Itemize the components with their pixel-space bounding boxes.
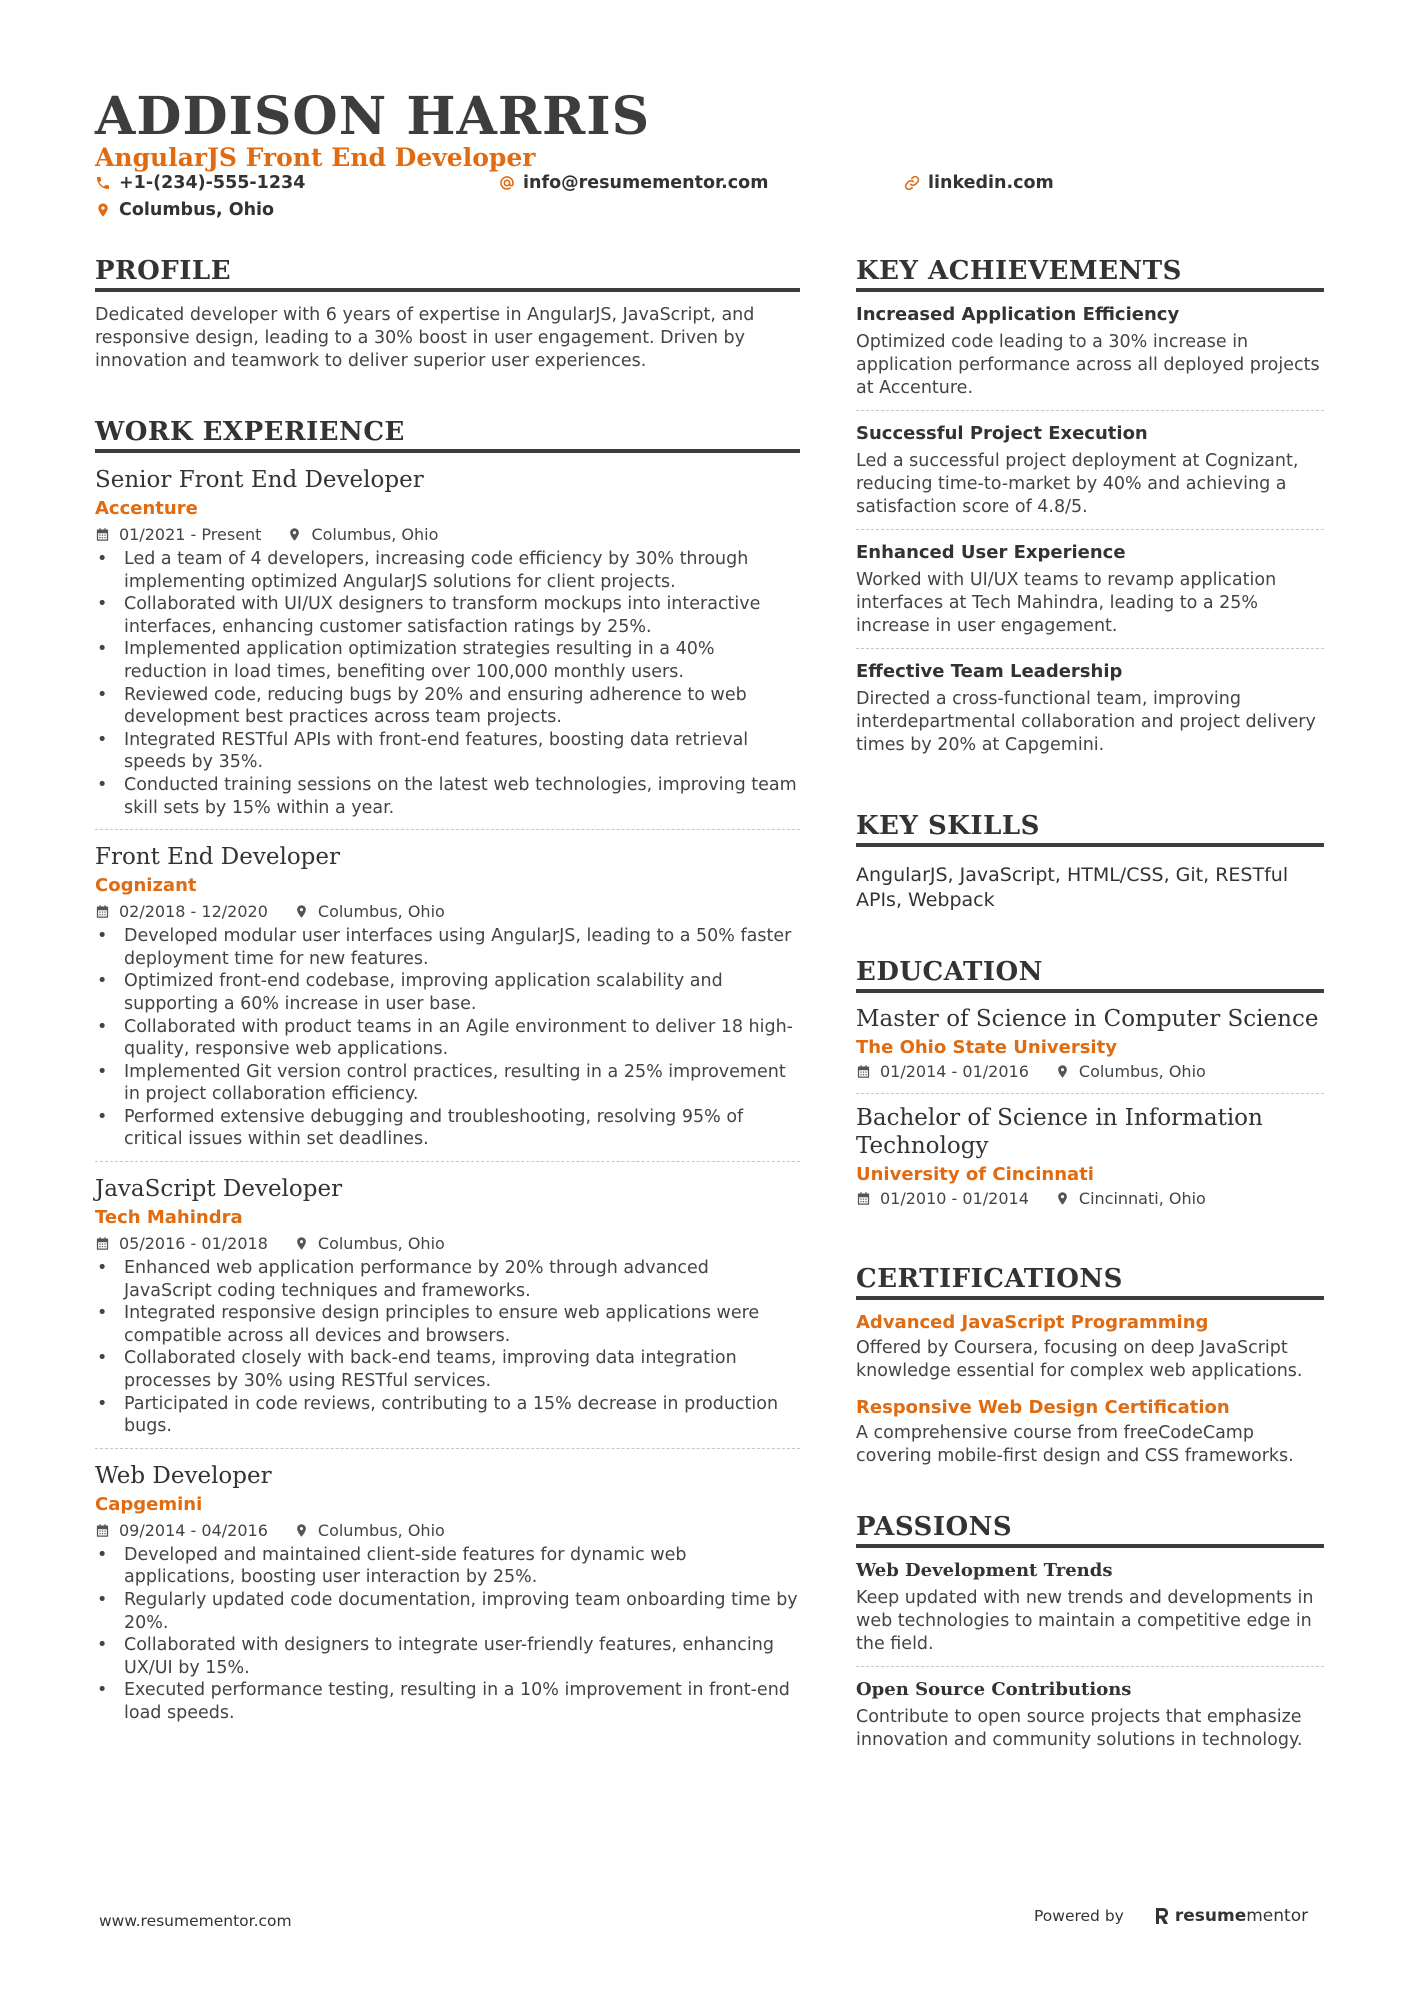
certification-text: A comprehensive course from freeCodeCamp covering mobile-first design and CSS frameworks.: [856, 1423, 1294, 1466]
job-entry: [95, 465, 800, 830]
date-range: 09/2014 - 04/2016: [119, 1520, 268, 1540]
profile-heading: PROFILE: [95, 256, 800, 292]
phone-text: +1-(234)-555-1234: [119, 173, 306, 193]
achievement-text: Worked with UI/UX teams to revamp application interfaces at Tech Mahindra, leading to a 25% increase in user engagement.: [856, 570, 1277, 636]
bullet-item: • Collaborated with UI/UX designers to transform mockups into interactive interfaces, enhancing customer satisfaction ratings by 25%.: [95, 593, 800, 638]
bullet-item: • Collaborated with product teams in an Agile environment to deliver 18 high-quality, responsive web applications.: [95, 1016, 800, 1061]
achievement-text: Optimized code leading to a 30% increase in application performance across all deployed projects at Accenture.: [856, 332, 1320, 398]
calendar-icon: [95, 1523, 110, 1538]
education-heading: EDUCATION: [856, 957, 1324, 993]
candidate-name: ADDISON HARRIS: [95, 86, 651, 147]
location: Cincinnati, Ohio: [1078, 1189, 1206, 1208]
date-location-row: [95, 902, 800, 921]
location: Columbus, Ohio: [317, 902, 445, 922]
job-role: Web Developer: [95, 1462, 272, 1489]
passion-item: [856, 1560, 1324, 1667]
date-location-row: [95, 525, 800, 544]
achievement-title: Enhanced User Experience: [856, 542, 1126, 563]
job-bullets: [95, 1257, 800, 1438]
left-column: [95, 256, 800, 1779]
contact-location: [95, 200, 274, 220]
job-bullets: [95, 1544, 800, 1725]
bullet-item: • Implemented application optimization strategies resulting in a 40% reduction in load times, benefiting over 100,000 monthly users.: [95, 638, 800, 683]
skills-heading: KEY SKILLS: [856, 811, 1324, 847]
certification-title: Advanced JavaScript Programming: [856, 1312, 1209, 1333]
achievements-section: [856, 256, 1324, 767]
bullet-item: • Executed performance testing, resulting in a 10% improvement in front-end load speeds.: [95, 1679, 800, 1724]
job-bullets: [95, 925, 800, 1151]
bullet-item: • Optimized front-end codebase, improving application scalability and supporting a 60% increase in user base.: [95, 970, 800, 1015]
certification-title: Responsive Web Design Certification: [856, 1397, 1230, 1418]
calendar-icon: [95, 1236, 110, 1251]
achievement-text: Led a successful project deployment at Cognizant, reducing time-to-market by 40% and achieving a satisfaction score of 4.8/5.: [856, 451, 1299, 517]
date-range: 01/2010 - 01/2014: [880, 1189, 1029, 1208]
work-section: [95, 417, 800, 1735]
date-range: 01/2021 - Present: [119, 525, 262, 544]
achievement-title: Successful Project Execution: [856, 423, 1148, 444]
bullet-item: • Developed and maintained client-side features for dynamic web applications, boosting user interaction by 25%.: [95, 1544, 800, 1589]
company-name: Capgemini: [95, 1493, 203, 1515]
location-pin-icon: [1055, 1191, 1070, 1206]
right-column: [856, 256, 1324, 1806]
profile-text: Dedicated developer with 6 years of expertise in AngularJS, JavaScript, and responsive design, leading to a 30% boost in user engagement. Driven by innovation and teamwork to deliver superior user experiences.: [95, 305, 755, 371]
calendar-icon: [856, 1191, 871, 1206]
bullet-item: • Collaborated closely with back-end teams, improving data integration processes by 30% using RESTful services.: [95, 1347, 800, 1392]
bullet-item: • Integrated responsive design principles to ensure web applications were compatible across all devices and browsers.: [95, 1302, 800, 1347]
footer-powered: [1034, 1906, 1308, 1926]
bullet-item: • Collaborated with designers to integrate user-friendly features, enhancing UX/UI by 15%.: [95, 1634, 800, 1679]
date-location-row: [856, 1189, 1324, 1208]
company-name: Cognizant: [95, 875, 197, 897]
achievement-title: Increased Application Efficiency: [856, 304, 1180, 325]
certifications-heading: CERTIFICATIONS: [856, 1264, 1324, 1300]
bullet-item: • Developed modular user interfaces using AngularJS, leading to a 50% faster deployment time for new features.: [95, 925, 800, 970]
email-text[interactable]: info@resumementor.com: [523, 173, 769, 193]
calendar-icon: [95, 904, 110, 919]
location-pin-icon: [294, 1236, 309, 1251]
passion-text: Contribute to open source projects that emphasize innovation and community solutions in technology.: [856, 1707, 1303, 1750]
job-entry: [95, 842, 800, 1162]
degree: Bachelor of Science in Information Technology: [856, 1105, 1263, 1159]
footer-website[interactable]: www.resumementor.com: [99, 1912, 292, 1930]
bullet-item: • Conducted training sessions on the latest web technologies, improving team skill sets by 15% within a year.: [95, 774, 800, 819]
job-role: Front End Developer: [95, 844, 340, 871]
company-name: Accenture: [95, 498, 198, 519]
achievement-item: [856, 661, 1324, 767]
work-heading: WORK EXPERIENCE: [95, 417, 800, 453]
certification-item: [856, 1397, 1324, 1468]
bullet-item: • Performed extensive debugging and troubleshooting, resolving 95% of critical issues within set deadlines.: [95, 1106, 800, 1151]
date-location-row: [95, 1234, 800, 1253]
degree: Master of Science in Computer Science: [856, 1006, 1319, 1032]
passions-heading: PASSIONS: [856, 1512, 1324, 1548]
passions-list: [856, 1560, 1324, 1762]
brand-mark-icon: [1154, 1906, 1170, 1926]
achievements-list: [856, 304, 1324, 767]
job-bullets: [95, 548, 800, 819]
location-pin-icon: [294, 904, 309, 919]
calendar-icon: [856, 1064, 871, 1079]
achievement-item: [856, 423, 1324, 530]
education-section: [856, 957, 1324, 1220]
brand-light: mentor: [1246, 1906, 1309, 1926]
certifications-section: [856, 1264, 1324, 1468]
bullet-item: • Participated in code reviews, contributing to a 15% decrease in production bugs.: [95, 1393, 800, 1438]
location: Columbus, Ohio: [317, 1520, 445, 1540]
skills-section: [856, 811, 1324, 913]
job-role: Senior Front End Developer: [95, 467, 424, 493]
achievement-item: [856, 542, 1324, 649]
certification-item: [856, 1312, 1324, 1383]
achievement-text: Directed a cross-functional team, improving interdepartmental collaboration and project delivery times by 20% at Capgemini.: [856, 689, 1316, 755]
location-pin-icon: [287, 527, 302, 542]
powered-by-text: Powered by: [1034, 1907, 1124, 1925]
contact-phone: [95, 173, 305, 193]
bullet-item: • Integrated RESTful APIs with front-end features, boosting data retrieval speeds by 35%.: [95, 729, 800, 774]
date-location-row: [95, 1521, 800, 1540]
achievements-heading: KEY ACHIEVEMENTS: [856, 256, 1324, 292]
location-text: Columbus, Ohio: [119, 200, 275, 220]
achievement-title: Effective Team Leadership: [856, 661, 1123, 682]
contact-linkedin[interactable]: [904, 173, 1054, 193]
location-pin-icon: [95, 202, 111, 218]
date-range: 01/2014 - 01/2016: [880, 1062, 1029, 1081]
candidate-title: AngularJS Front End Developer: [95, 143, 536, 172]
bullet-item: • Enhanced web application performance by 20% through advanced JavaScript coding techniques and frameworks.: [95, 1257, 800, 1302]
location-pin-icon: [294, 1523, 309, 1538]
phone-icon: [95, 175, 111, 191]
job-role: JavaScript Developer: [95, 1176, 343, 1203]
passion-title: Web Development Trends: [856, 1560, 1113, 1581]
bullet-item: • Reviewed code, reducing bugs by 20% and ensuring adherence to web development best practices across team projects.: [95, 684, 800, 729]
calendar-icon: [95, 527, 110, 542]
passion-title: Open Source Contributions: [856, 1679, 1132, 1700]
skills-text: AngularJS, JavaScript, HTML/CSS, Git, RESTful APIs, Webpack: [856, 864, 1289, 911]
contact-email[interactable]: [499, 173, 768, 193]
passion-text: Keep updated with new trends and developments in web technologies to maintain a competitive edge in the field.: [856, 1588, 1314, 1654]
date-location-row: [856, 1062, 1324, 1081]
jobs-list: [95, 465, 800, 1735]
date-range: 05/2016 - 01/2018: [119, 1234, 268, 1254]
education-list: [856, 1005, 1324, 1220]
location: Columbus, Ohio: [1078, 1062, 1206, 1081]
profile-section: [95, 256, 800, 373]
education-item: [856, 1104, 1324, 1220]
bullet-item: • Regularly updated code documentation, improving team onboarding time by 20%.: [95, 1589, 800, 1634]
date-range: 02/2018 - 12/2020: [119, 902, 268, 922]
location-pin-icon: [1055, 1064, 1070, 1079]
school: University of Cincinnati: [856, 1164, 1094, 1185]
certification-text: Offered by Coursera, focusing on deep JavaScript knowledge essential for complex web applications.: [856, 1338, 1303, 1381]
bullet-item: • Led a team of 4 developers, increasing code efficiency by 30% through implementing optimized AngularJS solutions for client projects.: [95, 548, 800, 593]
job-entry: [95, 1461, 800, 1735]
education-item: [856, 1005, 1324, 1094]
location: Columbus, Ohio: [317, 1234, 445, 1254]
bullet-item: • Implemented Git version control practices, resulting in a 25% improvement in project collaboration efficiency.: [95, 1061, 800, 1106]
achievement-item: [856, 304, 1324, 411]
passion-item: [856, 1679, 1324, 1762]
brand-logo[interactable]: [1154, 1906, 1308, 1926]
link-icon: [904, 175, 920, 191]
linkedin-text[interactable]: linkedin.com: [928, 173, 1054, 193]
brand-bold: resume: [1174, 1906, 1247, 1926]
company-name: Tech Mahindra: [95, 1207, 243, 1229]
at-sign-icon: [499, 175, 515, 191]
location: Columbus, Ohio: [311, 525, 439, 544]
passions-section: [856, 1512, 1324, 1762]
job-entry: [95, 1174, 800, 1449]
certifications-list: [856, 1312, 1324, 1468]
school: The Ohio State University: [856, 1037, 1117, 1058]
